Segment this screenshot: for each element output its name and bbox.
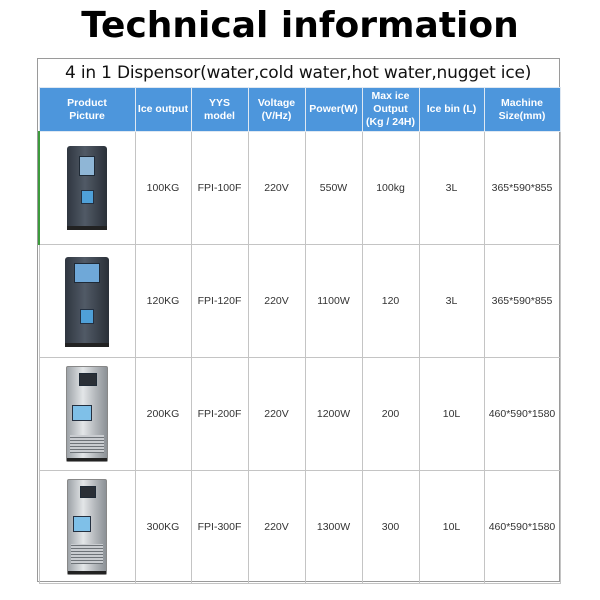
header-ice-bin [419,88,484,132]
ice-output-cell: 120KG [135,245,191,358]
product-picture [41,471,134,583]
table-row [39,132,560,245]
machine-base [67,458,107,461]
steel-dispenser-image [66,366,108,462]
header-line: Product [67,96,107,109]
product-picture [41,245,134,357]
voltage-cell: 220V [248,471,305,584]
page-title: Technical information [81,5,519,46]
header-line: Picture [69,109,105,122]
size-cell: 365*590*855 [484,132,560,245]
header-line: Output [373,103,408,115]
header-line: Machine [500,96,543,109]
ice-outlet [81,190,94,204]
power-cell: 1200W [305,358,362,471]
machine-base [67,226,107,230]
model-cell: FPI-200F [191,358,248,471]
control-panel [79,156,95,176]
header-model [191,88,248,132]
header-line: Ice bin (L) [426,103,477,115]
header-line: (V/Hz) [261,109,292,122]
ice-bin-cell: 3L [419,132,484,245]
machine-base [68,571,106,574]
model-cell: FPI-120F [191,245,248,358]
header-line: (Kg / 24H) [365,116,415,128]
table-row [39,471,560,584]
ice-outlet [73,516,91,532]
power-cell: 1100W [305,245,362,358]
header-voltage [248,88,305,132]
header-machine-size [484,88,560,132]
header-line: Ice output [137,103,189,115]
spec-table [38,87,561,584]
ice-outlet [80,309,94,324]
voltage-cell: 220V [248,245,305,358]
ice-output-cell: 300KG [135,471,191,584]
control-screen [79,373,97,386]
table-caption: 4 in 1 Dispensor(water,cold water,hot water,nugget ice) [65,63,532,83]
header-line: Max ice [371,90,410,102]
power-cell: 550W [305,132,362,245]
header-product-picture [39,88,135,132]
model-cell: FPI-100F [191,132,248,245]
product-picture [41,358,134,470]
header-line: Power(W) [309,103,358,115]
table-row [39,358,560,471]
spec-sheet [37,58,560,582]
max-ice-cell: 200 [362,358,419,471]
vent-grille [71,544,103,564]
black-dispenser-image [65,257,109,347]
ice-bin-cell: 3L [419,245,484,358]
size-cell: 460*590*1580 [484,471,560,584]
product-picture-cell [39,132,135,245]
machine-base [65,343,109,347]
header-power [305,88,362,132]
header-line: YYS [208,96,230,109]
size-cell: 365*590*855 [484,245,560,358]
steel-dispenser-image [67,479,107,575]
ice-bin-cell: 10L [419,358,484,471]
header-line: model [204,109,235,122]
ice-outlet [72,405,92,421]
table-header-row [39,88,560,132]
max-ice-cell: 300 [362,471,419,584]
size-cell: 460*590*1580 [484,358,560,471]
ice-output-cell: 200KG [135,358,191,471]
table-row [39,245,560,358]
voltage-cell: 220V [248,132,305,245]
header-line: Voltage [257,96,296,109]
touch-screen [74,263,100,283]
product-picture [41,132,134,244]
header-max-ice-output [362,88,419,132]
max-ice-cell: 100kg [362,132,419,245]
voltage-cell: 220V [248,358,305,471]
header-line: Size(mm) [498,109,546,122]
power-cell: 1300W [305,471,362,584]
vent-grille [70,435,104,453]
model-cell: FPI-300F [191,471,248,584]
product-picture-cell [39,245,135,358]
ice-output-cell: 100KG [135,132,191,245]
ice-bin-cell: 10L [419,471,484,584]
product-picture-cell [39,358,135,471]
product-picture-cell [39,471,135,584]
black-dispenser-image [67,146,107,230]
header-ice-output [135,88,191,132]
control-screen [80,486,96,498]
max-ice-cell: 120 [362,245,419,358]
